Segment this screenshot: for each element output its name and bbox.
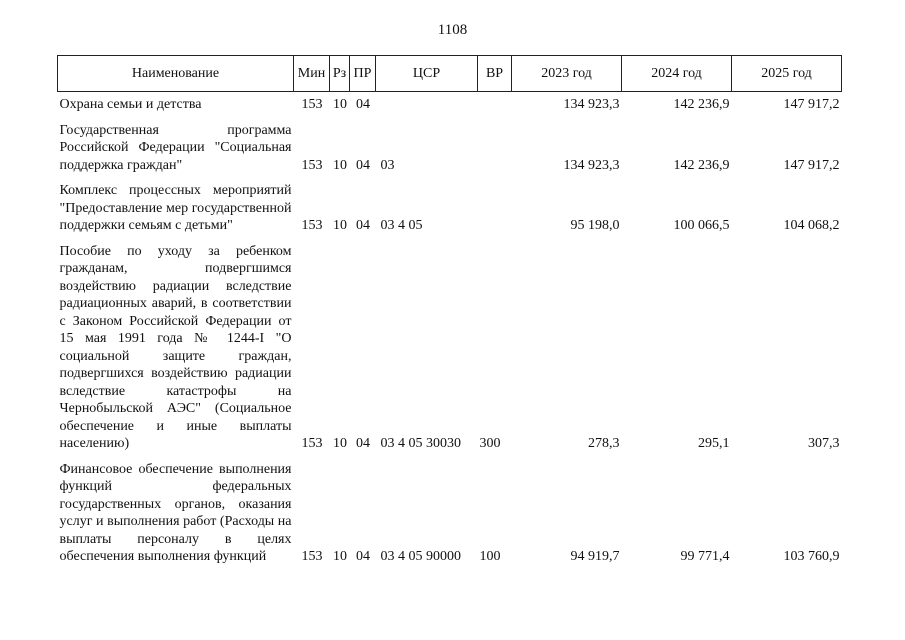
page-number: 1108 bbox=[437, 22, 468, 38]
row-2025: 103 760,9 bbox=[783, 549, 840, 564]
row-min: 153 bbox=[301, 549, 323, 564]
header-vr: ВР bbox=[478, 56, 512, 92]
row-name: Комплекс процессных мероприятий "Предоставление мер государственной поддержки семьям с детьми" bbox=[59, 183, 292, 233]
row-2023: 134 923,3 bbox=[563, 97, 620, 112]
row-pr: 04 bbox=[356, 218, 370, 233]
table-row bbox=[58, 243, 842, 453]
row-2023: 95 198,0 bbox=[570, 218, 620, 233]
row-vr bbox=[478, 182, 512, 235]
row-vr: 300 bbox=[479, 436, 501, 451]
row-vr bbox=[478, 122, 512, 175]
header-csr: ЦСР bbox=[376, 56, 478, 92]
table-row bbox=[58, 182, 842, 235]
row-2023: 94 919,7 bbox=[570, 549, 620, 564]
row-pr: 04 bbox=[356, 549, 370, 564]
row-name: Пособие по уходу за ребенком гражданам, подвергшимся воздействию радиации вследствие радиационных аварий, в соответствии с Законом Российской Федерации от 15 мая 1991 года № 1244-I "О социальной защите граждан, подвергшихся воздействию радиации вследствие катастрофы на Чернобыльской АЭС" (Социальное обеспечение и иные выплаты населению) bbox=[59, 243, 292, 451]
row-2025: 147 917,2 bbox=[783, 97, 840, 112]
table-header bbox=[58, 56, 842, 92]
row-name: Финансовое обеспечение выполнения функций федеральных государственных органов, оказания услуг и выполнения работ (Расходы на выплаты персоналу в целях обеспечения выполнения функций bbox=[59, 461, 292, 564]
row-name: Охрана семьи и детства bbox=[59, 97, 202, 112]
row-csr bbox=[376, 92, 478, 114]
header-name: Наименование bbox=[58, 56, 294, 92]
header-2024: 2024 год bbox=[622, 56, 732, 92]
header-rz: Рз bbox=[330, 56, 350, 92]
row-rz: 10 bbox=[333, 549, 347, 564]
table-row bbox=[58, 122, 842, 175]
row-2024: 142 236,9 bbox=[673, 157, 730, 173]
row-vr bbox=[478, 92, 512, 114]
row-2023: 134 923,3 bbox=[563, 157, 620, 173]
row-min: 153 bbox=[301, 436, 323, 451]
row-csr: 03 bbox=[380, 157, 395, 173]
row-min: 153 bbox=[301, 157, 323, 173]
row-rz: 10 bbox=[333, 97, 347, 112]
row-2024: 99 771,4 bbox=[680, 549, 730, 564]
row-pr: 04 bbox=[356, 436, 370, 451]
row-pr: 04 bbox=[356, 97, 370, 112]
table-row bbox=[58, 92, 842, 114]
row-2024: 295,1 bbox=[698, 436, 730, 451]
row-min: 153 bbox=[301, 97, 323, 112]
table-row bbox=[58, 461, 842, 566]
row-vr: 100 bbox=[479, 549, 501, 564]
row-2025: 307,3 bbox=[808, 436, 840, 451]
row-csr: 03 4 05 30030 bbox=[380, 436, 461, 451]
row-csr: 03 4 05 bbox=[380, 218, 423, 233]
row-2025: 104 068,2 bbox=[783, 218, 840, 233]
row-rz: 10 bbox=[333, 218, 347, 233]
header-2025: 2025 год bbox=[732, 56, 842, 92]
row-csr: 03 4 05 90000 bbox=[380, 549, 461, 564]
row-pr: 04 bbox=[356, 157, 370, 173]
row-rz: 10 bbox=[333, 436, 347, 451]
header-2023: 2023 год bbox=[512, 56, 622, 92]
row-2023: 278,3 bbox=[588, 436, 620, 451]
row-2024: 142 236,9 bbox=[673, 97, 730, 112]
header-min: Мин bbox=[294, 56, 330, 92]
row-min: 153 bbox=[301, 218, 323, 233]
row-2024: 100 066,5 bbox=[673, 218, 730, 233]
budget-table bbox=[57, 55, 842, 566]
header-pr: ПР bbox=[350, 56, 376, 92]
row-rz: 10 bbox=[333, 157, 347, 173]
row-name: Государственная программа Российской Федерации "Социальная поддержка граждан" bbox=[59, 122, 292, 173]
row-2025: 147 917,2 bbox=[783, 157, 840, 173]
